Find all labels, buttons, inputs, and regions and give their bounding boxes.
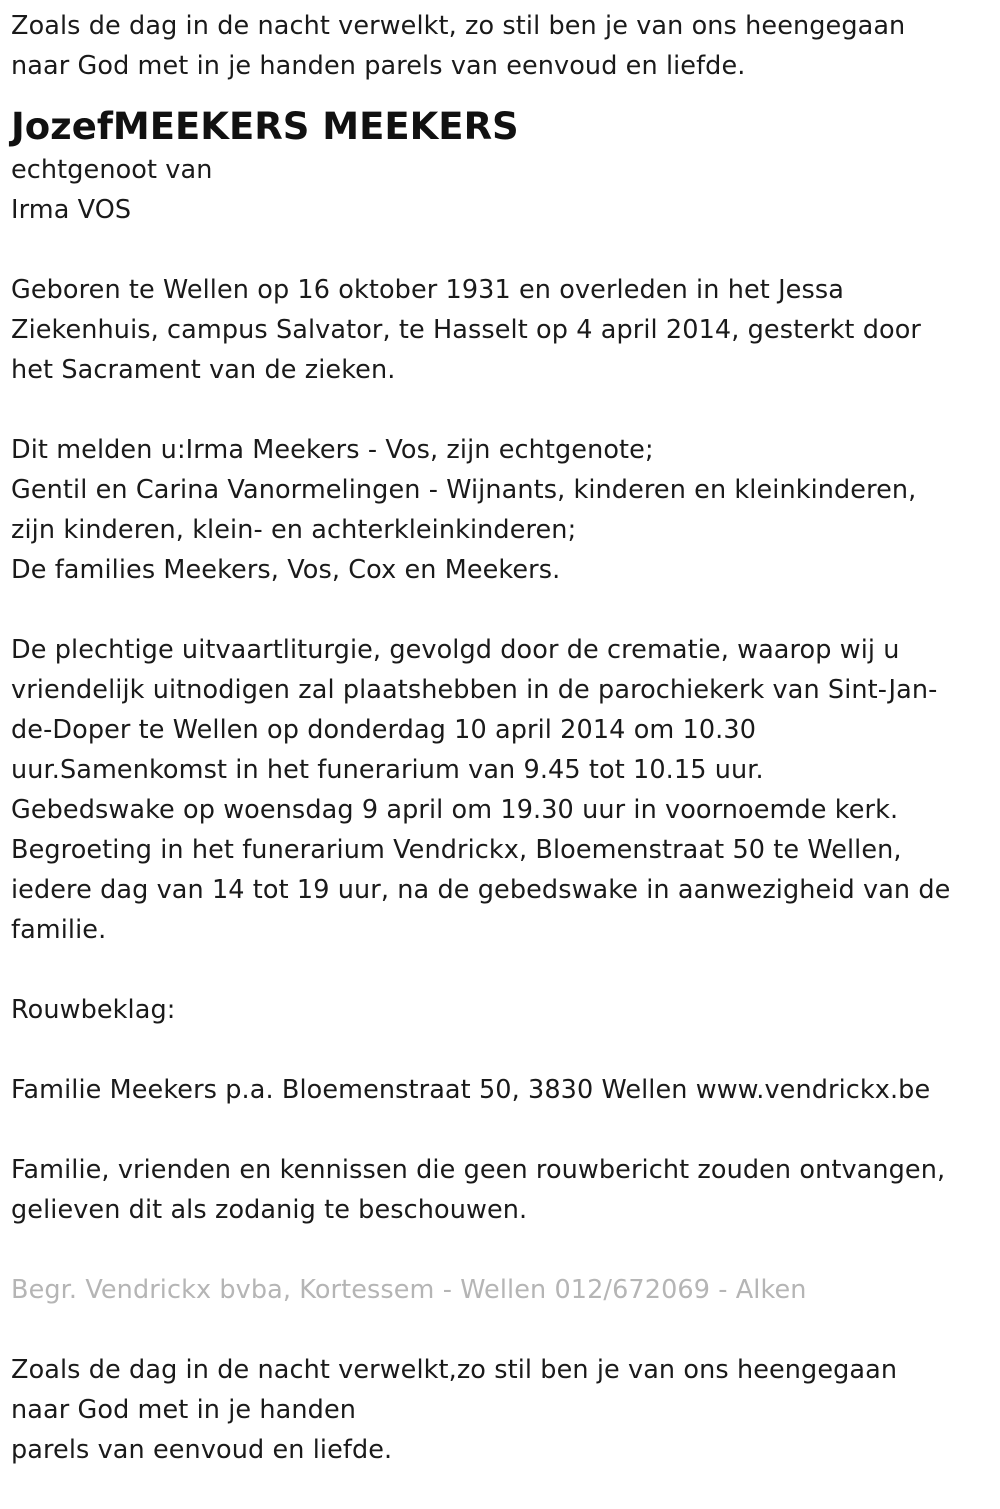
intro-verse-line: Zoals de dag in de nacht verwelkt, zo stil ben je van ons heengegaan <box>11 11 906 41</box>
paragraph-line: Dit melden u:Irma Meekers - Vos, zijn echtgenote; <box>11 435 654 465</box>
funeral-home-credit: Begr. Vendrickx bvba, Kortessem - Wellen 012/672069 - Alken <box>11 1275 807 1305</box>
closing-verse-line: parels van eenvoud en liefde. <box>11 1435 393 1465</box>
paragraph-line: Begroeting in het funerarium Vendrickx, Bloemenstraat 50 te Wellen, <box>11 835 902 865</box>
paragraph-line: gelieven dit als zodanig te beschouwen. <box>11 1195 528 1225</box>
intro-verse <box>11 6 980 86</box>
paragraph-line: familie. <box>11 915 107 945</box>
condolences-address: Familie Meekers p.a. Bloemenstraat 50, 3830 Wellen www.vendrickx.be <box>11 1075 931 1105</box>
paragraph-line: Familie, vrienden en kennissen die geen rouwbericht zouden ontvangen, <box>11 1155 946 1185</box>
closing-verse-line: naar God met in je handen <box>11 1395 357 1425</box>
closing-verse <box>11 1350 980 1470</box>
paragraph-line: De families Meekers, Vos, Cox en Meekers. <box>11 555 561 585</box>
spacer <box>11 230 980 270</box>
intro-verse-line: naar God met in je handen parels van eenvoud en liefde. <box>11 51 746 81</box>
announcers-paragraph <box>11 430 980 590</box>
paragraph-line: zijn kinderen, klein- en achterkleinkinderen; <box>11 515 577 545</box>
birth-death-paragraph <box>11 270 980 390</box>
spouse-name: Irma VOS <box>11 195 132 225</box>
paragraph-line: Gebedswake op woensdag 9 april om 19.30 uur in voornoemde kerk. <box>11 795 899 825</box>
spacer <box>11 1030 980 1070</box>
condolences-label: Rouwbeklag: <box>11 995 176 1025</box>
notice-paragraph <box>11 1150 980 1230</box>
paragraph-line: het Sacrament van de zieken. <box>11 355 396 385</box>
spouse-info <box>11 150 980 230</box>
spacer <box>11 950 980 990</box>
paragraph-line: Gentil en Carina Vanormelingen - Wijnants, kinderen en kleinkinderen, <box>11 475 917 505</box>
paragraph-line: Ziekenhuis, campus Salvator, te Hasselt op 4 april 2014, gesterkt door <box>11 315 922 345</box>
relation-label: echtgenoot van <box>11 155 213 185</box>
paragraph-line: uur.Samenkomst in het funerarium van 9.45 tot 10.15 uur. <box>11 755 764 785</box>
spacer <box>11 1230 980 1270</box>
deceased-name: JozefMEEKERS MEEKERS <box>11 105 519 148</box>
closing-verse-line: Zoals de dag in de nacht verwelkt,zo stil ben je van ons heengegaan <box>11 1355 898 1385</box>
paragraph-line: De plechtige uitvaartliturgie, gevolgd door de crematie, waarop wij u <box>11 635 900 665</box>
ceremony-paragraph <box>11 630 980 950</box>
spacer <box>11 590 980 630</box>
spacer <box>11 1310 980 1350</box>
spacer <box>11 1110 980 1150</box>
paragraph-line: de-Doper te Wellen op donderdag 10 april 2014 om 10.30 <box>11 715 757 745</box>
spacer <box>11 390 980 430</box>
paragraph-line: vriendelijk uitnodigen zal plaatshebben in de parochiekerk van Sint-Jan- <box>11 675 938 705</box>
paragraph-line: iedere dag van 14 tot 19 uur, na de gebedswake in aanwezigheid van de <box>11 875 951 905</box>
paragraph-line: Geboren te Wellen op 16 oktober 1931 en overleden in het Jessa <box>11 275 844 305</box>
